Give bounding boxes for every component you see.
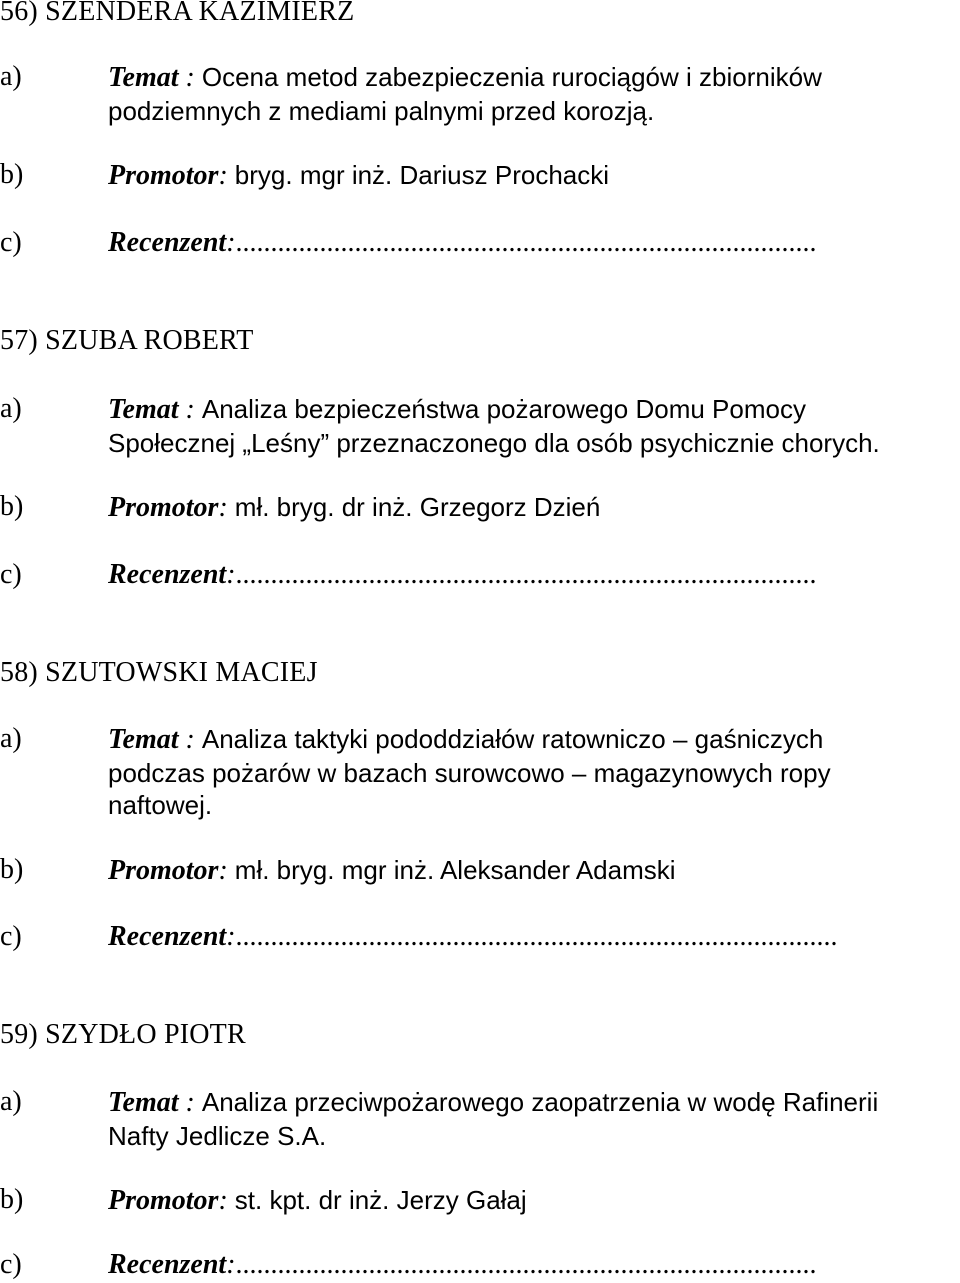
- temat-text-continued: Nafty Jedlicze S.A.: [108, 1121, 327, 1151]
- recenzent-colon: :: [226, 559, 236, 590]
- item-label-a: a): [0, 723, 22, 754]
- promotor-key: Promotor: [108, 492, 219, 523]
- temat-text: Analiza przeciwpożarowego zaopatrzenia w wodę Rafinerii: [201, 1087, 879, 1117]
- recenzent-colon: :: [226, 921, 236, 952]
- temat-text-continued: podziemnych z mediami palnymi przed korozją.: [108, 96, 655, 126]
- entry-heading: 57) SZUBA ROBERT: [0, 325, 254, 356]
- item-label-b: b): [0, 159, 24, 190]
- item-label-c: c): [0, 1249, 22, 1280]
- recenzent-dots: ......................................................................................: [235, 921, 838, 952]
- promotor-colon: :: [218, 855, 235, 886]
- temat-key: Temat: [108, 62, 179, 93]
- entry-heading: 56) SZENDERA KAZIMIERZ: [0, 0, 355, 27]
- promotor-colon: :: [218, 1185, 235, 1216]
- promotor-value: mł. bryg. mgr inż. Aleksander Adamski: [234, 855, 676, 885]
- entry-heading: 59) SZYDŁO PIOTR: [0, 1019, 246, 1050]
- temat-line: [108, 722, 823, 757]
- temat-text: Analiza bezpieczeństwa pożarowego Domu Pomocy: [201, 394, 806, 424]
- promotor-line: [108, 490, 600, 525]
- recenzent-colon: :: [226, 1249, 236, 1280]
- recenzent-colon: :: [226, 227, 236, 258]
- temat-text: Analiza taktyki pododdziałów ratowniczo – gaśniczych: [201, 724, 824, 754]
- recenzent-line: [108, 920, 838, 954]
- promotor-line: [108, 158, 609, 193]
- promotor-key: Promotor: [108, 855, 219, 886]
- promotor-line: [108, 853, 676, 888]
- temat-text-continued-2: naftowej.: [108, 790, 213, 820]
- promotor-value: st. kpt. dr inż. Jerzy Gałaj: [234, 1185, 527, 1215]
- promotor-key: Promotor: [108, 1185, 219, 1216]
- recenzent-key: Recenzent: [108, 1249, 227, 1280]
- item-label-b: b): [0, 491, 24, 522]
- item-label-c: c): [0, 227, 22, 258]
- item-label-b: b): [0, 1184, 24, 1215]
- item-label-a: a): [0, 393, 22, 424]
- recenzent-dots: ...................................................................................: [235, 227, 817, 258]
- temat-key: Temat: [108, 1087, 179, 1118]
- temat-text-continued: Społecznej „Leśny” przeznaczonego dla osób psychicznie chorych.: [108, 428, 880, 458]
- item-label-b: b): [0, 854, 24, 885]
- recenzent-line: [108, 1248, 817, 1282]
- recenzent-key: Recenzent: [108, 559, 227, 590]
- promotor-value: bryg. mgr inż. Dariusz Prochacki: [234, 160, 610, 190]
- temat-colon: :: [178, 62, 202, 93]
- promotor-colon: :: [218, 492, 235, 523]
- entry-heading: 58) SZUTOWSKI MACIEJ: [0, 657, 318, 688]
- temat-text: Ocena metod zabezpieczenia rurociągów i zbiorników: [201, 62, 822, 92]
- temat-line: [108, 1085, 878, 1120]
- temat-line: [108, 60, 822, 95]
- promotor-key: Promotor: [108, 160, 219, 191]
- item-label-a: a): [0, 1086, 22, 1117]
- recenzent-line: [108, 226, 817, 260]
- recenzent-key: Recenzent: [108, 227, 227, 258]
- promotor-line: [108, 1183, 527, 1218]
- recenzent-dots: ...................................................................................: [235, 559, 817, 590]
- temat-colon: :: [178, 724, 202, 755]
- recenzent-line: [108, 558, 817, 592]
- item-label-c: c): [0, 559, 22, 590]
- recenzent-key: Recenzent: [108, 921, 227, 952]
- item-label-c: c): [0, 921, 22, 952]
- item-label-a: a): [0, 61, 22, 92]
- temat-text-continued: podczas pożarów w bazach surowcowo – magazynowych ropy: [108, 758, 831, 788]
- temat-colon: :: [178, 394, 202, 425]
- recenzent-dots: ...................................................................................: [235, 1249, 817, 1280]
- temat-key: Temat: [108, 724, 179, 755]
- promotor-colon: :: [218, 160, 235, 191]
- temat-colon: :: [178, 1087, 202, 1118]
- temat-key: Temat: [108, 394, 179, 425]
- promotor-value: mł. bryg. dr inż. Grzegorz Dzień: [234, 492, 601, 522]
- temat-line: [108, 392, 806, 427]
